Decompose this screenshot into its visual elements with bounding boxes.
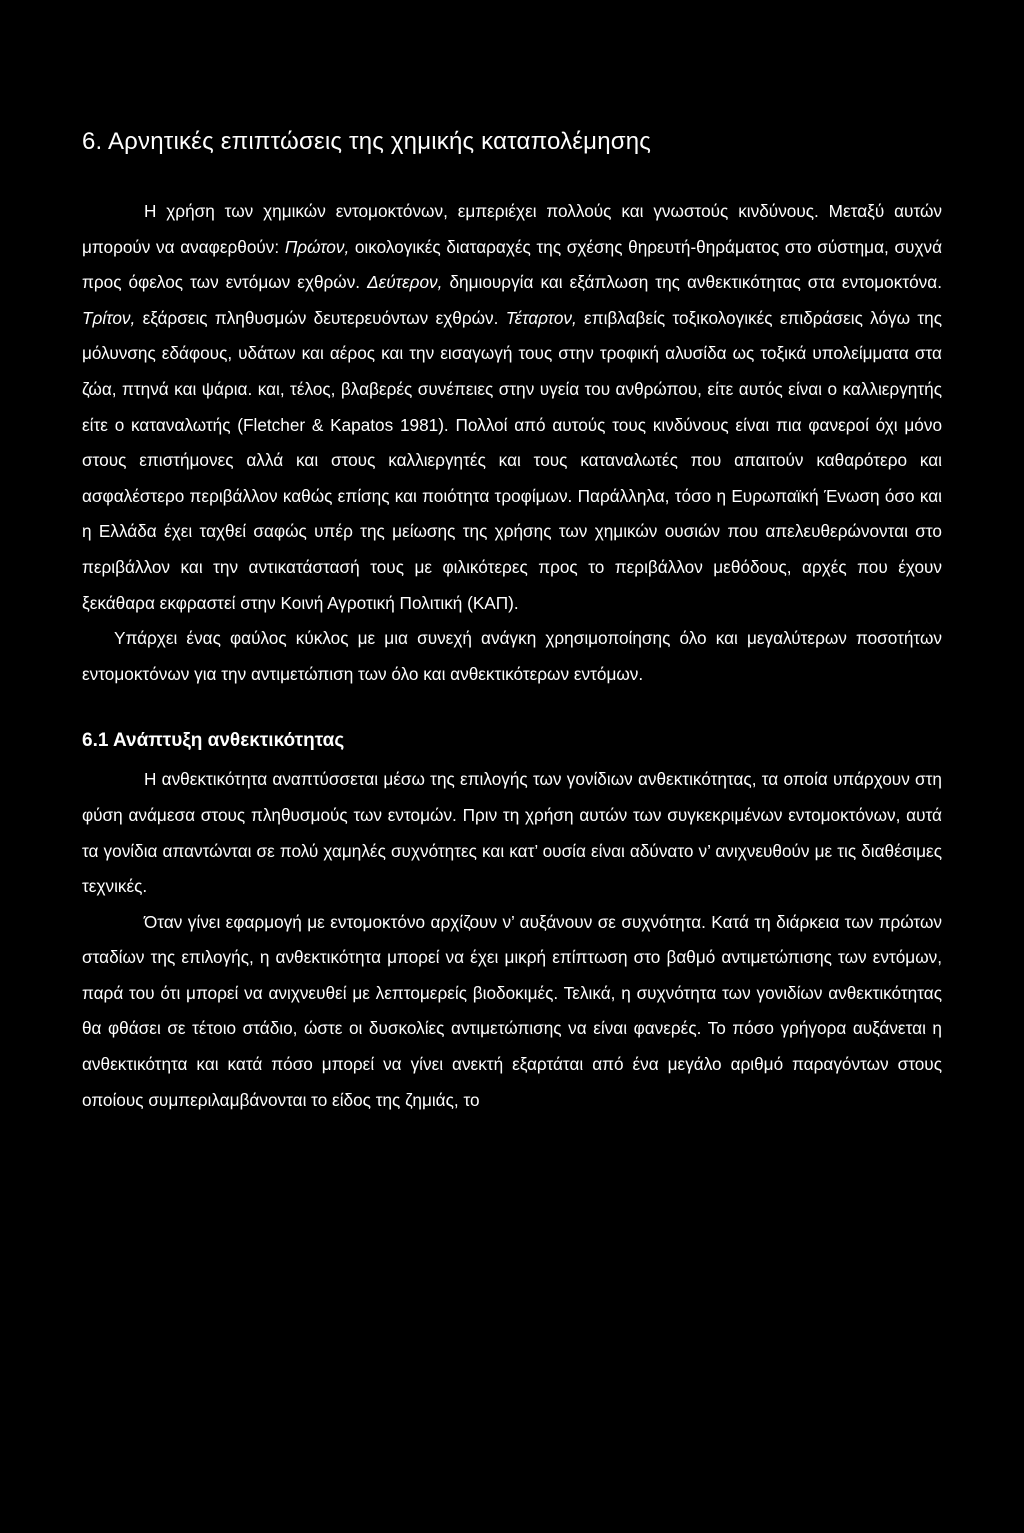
emphasis-first: Πρώτον, xyxy=(284,236,350,257)
section-heading: 6. Αρνητικές επιπτώσεις της χημικής καταπολέμησης xyxy=(82,128,652,155)
text-run: επιβλαβείς τοξικολογικές επιδράσεις λόγω της μόλυνσης εδάφους, υδάτων και αέρος και την εισαγωγή τους στην τροφική αλυσίδα ως τοξικά υπολείμματα στα ζώα, πτηνά και ψάρια. και, τέλος, βλαβερές συνέπειες στην υγεία του ανθρώπου, είτε αυτός είναι ο καλλιεργητής είτε ο καταναλωτής (Fletcher & Kapatos 1981). Πολλοί από αυτούς τους κινδύνους είναι πια φανεροί όχι μόνο στους επιστήμονες αλλά και στους καλλιεργητές και τους καταναλωτές που απαιτούν καθαρότερο και ασφαλέστερο περιβάλλον καθώς επίσης και ποιότητα τροφίμων. Παράλληλα, τόσο η Ευρωπαϊκή Ένωση όσο και η Ελλάδα έχει ταχθεί σαφώς υπέρ της μείωσης της χρήσης των χημικών ουσιών που απελευθερώνονται στο περιβάλλον και την αντικατάστασή τους με φιλικότερες προς το περιβάλλον μεθόδους, αρχές που έχουν ξεκάθαρα εκφραστεί στην Κοινή Αγροτική Πολιτική (ΚΑΠ). xyxy=(82,307,942,613)
emphasis-third: Τρίτον, xyxy=(82,307,136,328)
text-run: οικολογικές διαταραχές της σχέσης θηρευτή-θηράματος στο σύστημα, συχνά προς όφελος των εντόμων εχθρών. xyxy=(82,236,943,293)
text-run: εξάρσεις πληθυσμών δευτερευόντων εχθρών. xyxy=(135,307,506,328)
document-page xyxy=(82,118,942,1118)
body-paragraph: Όταν γίνει εφαρμογή με εντομοκτόνο αρχίζουν ν’ αυξάνουν σε συχνότητα. Κατά τη διάρκεια των πρώτων σταδίων της επιλογής, η ανθεκτικότητα μπορεί να έχει μικρή επίπτωση στο βαθμό αντιμετώπισης των εντόμων, παρά του ότι μπορεί να ανιχνευθεί με λεπτομερείς βιοδοκιμές. Τελικά, η συχνότητα των γονιδίων ανθεκτικότητας θα φθάσει σε τέτοιο στάδιο, ώστε οι δυσκολίες αντιμετώπισης να είναι φανερές. Το πόσο γρήγορα αυξάνεται η ανθεκτικότητα και κατά πόσο μπορεί να γίνει ανεκτή εξαρτάται από ένα μεγάλο αριθμό παραγόντων στους οποίους συμπεριλαμβάνονται το είδος της ζημιάς, το xyxy=(82,911,942,1110)
text-run: Η χρήση των χημικών εντομοκτόνων, εμπεριέχει πολλούς και γνωστούς κινδύνους. Μεταξύ αυτών μπορούν να αναφερθούν: xyxy=(82,201,942,257)
body-paragraph: Υπάρχει ένας φαύλος κύκλος με μια συνεχή ανάγκη χρησιμοποίησης όλο και μεγαλύτερων ποσοτήτων εντομοκτόνων για την αντιμετώπιση των όλο και ανθεκτικότερων εντόμων. xyxy=(82,628,942,684)
subsection-heading: 6.1 Ανάπτυξη ανθεκτικότητας xyxy=(82,730,345,752)
emphasis-second: Δεύτερον, xyxy=(367,272,443,293)
body-paragraph xyxy=(82,194,942,621)
emphasis-fourth: Τέταρτον, xyxy=(505,307,577,328)
text-run: δημιουργία και εξάπλωση της ανθεκτικότητας στα εντομοκτόνα. xyxy=(442,272,942,293)
body-paragraph: Η ανθεκτικότητα αναπτύσσεται μέσω της επιλογής των γονίδιων ανθεκτικότητας, τα οποία υπάρχουν στη φύση ανάμεσα στους πληθυσμούς των εντομών. Πριν τη χρήση αυτών των συγκεκριμένων εντομοκτόνων, αυτά τα γονίδια απαντώνται σε πολύ χαμηλές συχνότητες και κατ’ ουσία είναι αδύνατο ν’ ανιχνευθούν με τις διαθέσιμες τεχνικές. xyxy=(82,769,942,897)
